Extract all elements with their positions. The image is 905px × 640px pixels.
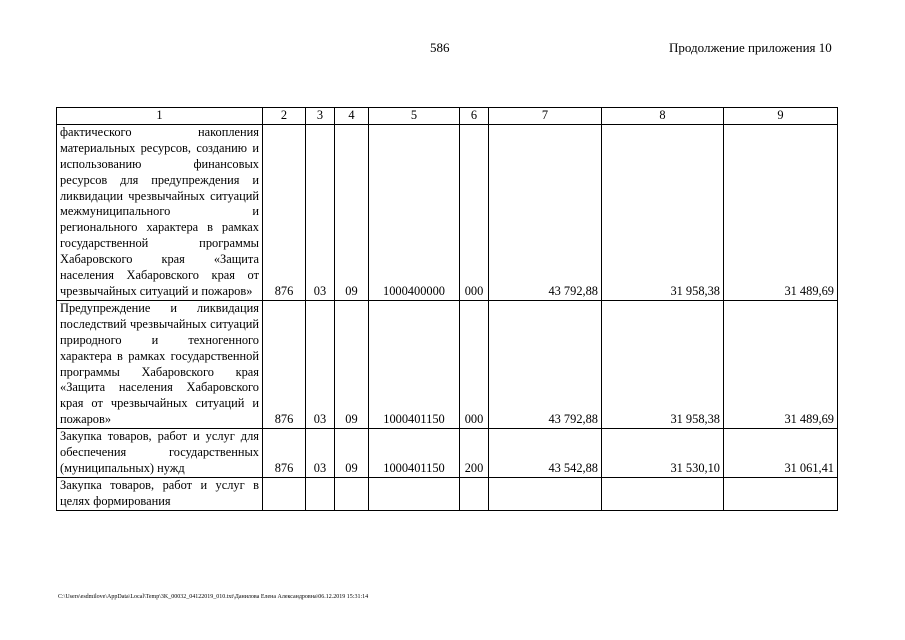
cell-sum-3: 31 489,69 [724,124,838,300]
cell-grbs: 876 [263,429,306,478]
column-header: 4 [335,108,369,125]
cell-sum-1: 43 542,88 [489,429,602,478]
budget-table [56,107,838,511]
cell-grbs [263,477,306,510]
cell-pr: 09 [335,429,369,478]
table-row [57,124,838,300]
cell-sum-2: 31 530,10 [602,429,724,478]
table-row [57,429,838,478]
cell-sum-3: 31 489,69 [724,300,838,428]
cell-csr [369,477,460,510]
row-name: Закупка товаров, работ и услуг для обеспечения государственных (муниципальных) нужд [57,429,263,478]
column-header: 2 [263,108,306,125]
cell-csr: 1000401150 [369,300,460,428]
column-header: 5 [369,108,460,125]
column-header: 1 [57,108,263,125]
cell-rz: 03 [306,300,335,428]
cell-sum-2: 31 958,38 [602,300,724,428]
cell-sum-1: 43 792,88 [489,124,602,300]
column-header: 6 [460,108,489,125]
cell-vr [460,477,489,510]
appendix-title: Продолжение приложения 10 [669,40,832,55]
column-header: 8 [602,108,724,125]
cell-grbs: 876 [263,300,306,428]
table-row [57,300,838,428]
cell-vr: 000 [460,124,489,300]
cell-vr: 000 [460,300,489,428]
cell-rz: 03 [306,124,335,300]
cell-sum-1 [489,477,602,510]
cell-rz [306,477,335,510]
cell-grbs: 876 [263,124,306,300]
cell-sum-3: 31 061,41 [724,429,838,478]
column-header: 3 [306,108,335,125]
column-header: 7 [489,108,602,125]
table-row [57,477,838,510]
cell-sum-2: 31 958,38 [602,124,724,300]
cell-pr [335,477,369,510]
table-header-row [57,108,838,125]
cell-pr: 09 [335,124,369,300]
cell-rz: 03 [306,429,335,478]
row-name: Закупка товаров, работ и услуг в целях формирования [57,477,263,510]
row-name: Предупреждение и ликвидация последствий чрезвычайных ситуаций природного и техногенного характера в рамках государственной программы Хабаровского края «Защита населения Хабаровского края от чрезвычайных ситуаций и пожаров» [57,300,263,428]
row-name: фактического накопления материальных ресурсов, созданию и использованию финансовых ресурсов для предупреждения и ликвидации чрезвычайных ситуаций межмуниципального и регионального характера в рамках государственной программы Хабаровского края «Защита населения Хабаровского края от чрезвычайных ситуаций и пожаров» [57,124,263,300]
cell-sum-3 [724,477,838,510]
cell-csr: 1000401150 [369,429,460,478]
cell-sum-1: 43 792,88 [489,300,602,428]
cell-pr: 09 [335,300,369,428]
cell-sum-2 [602,477,724,510]
cell-csr: 1000400000 [369,124,460,300]
page-number: 586 [430,40,450,55]
column-header: 9 [724,108,838,125]
file-path-footer: C:\Users\esdmilove\AppData\Local\Temp\3K_00032_04122019_010.txt\Данилова Елена Александровна\06.12.2019 15:31:14 [58,594,369,600]
cell-vr: 200 [460,429,489,478]
